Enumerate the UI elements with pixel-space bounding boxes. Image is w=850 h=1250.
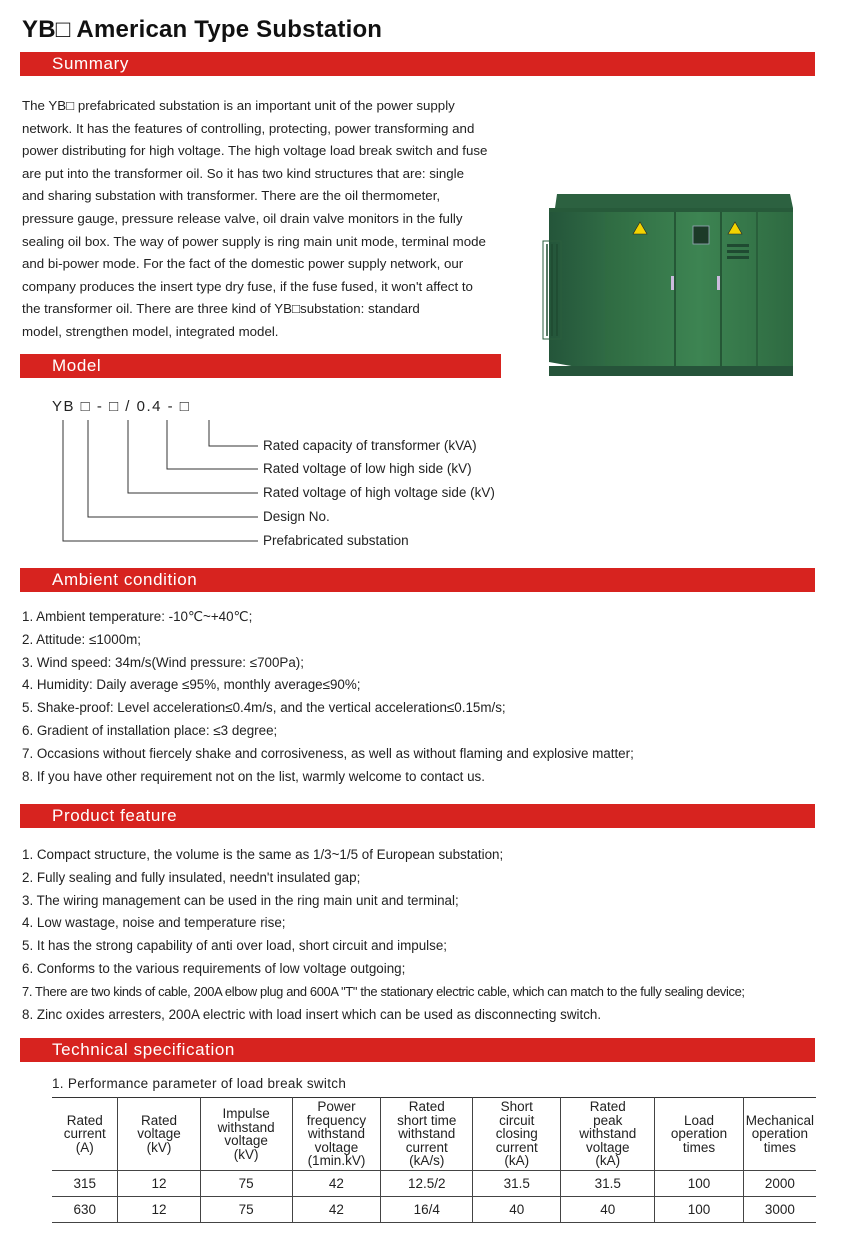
table-cell: 42: [292, 1171, 380, 1197]
list-item: 2. Attitude: ≤1000m;: [22, 631, 142, 647]
summary-line: and sharing substation with transformer. There are the oil thermometer,: [22, 188, 441, 204]
summary-line: power distributing for high voltage. The high voltage load break switch and fuse: [22, 143, 488, 159]
column-header-text: Rated short time withstand current (kA/s): [397, 1099, 457, 1169]
column-header-text: Power frequency withstand voltage (1min.kV): [306, 1099, 367, 1169]
list-item: 7. There are two kinds of cable, 200A elbow plug and 600A "T" the stationary electric cable, which can match to the fully sealing device;: [22, 983, 745, 999]
summary-line: are put into the transformer oil. So it has two kind structures that are: single: [22, 165, 464, 181]
model-code: YB □ - □ / 0.4 - □: [52, 398, 191, 415]
column-header: [292, 1098, 380, 1171]
table-cell: 12.5/2: [381, 1171, 473, 1197]
column-header-text: Rated peak withstand voltage (kA): [579, 1099, 637, 1169]
list-item: 8. Zinc oxides arresters, 200A electric with load insert which can be used as disconnecting switch.: [22, 1006, 602, 1022]
summary-line: pressure gauge, pressure release valve, oil drain valve monitors in the fully: [22, 210, 463, 226]
list-item: 4. Humidity: Daily average ≤95%, monthly average≤90%;: [22, 677, 361, 693]
list-item: 5. Shake-proof: Level acceleration≤0.4m/s, and the vertical acceleration≤0.15m/s;: [22, 700, 506, 716]
table-cell: 16/4: [381, 1197, 473, 1223]
summary-line: and bi-power mode. For the fact of the domestic power supply network, our: [22, 256, 464, 272]
table-cell: 42: [292, 1197, 380, 1223]
column-header: [118, 1098, 200, 1171]
section-title: Summary: [52, 54, 129, 73]
table-cell: 100: [655, 1197, 743, 1223]
table-cell: 40: [561, 1197, 655, 1223]
table-cell: 12: [118, 1171, 200, 1197]
section-title: Product feature: [52, 806, 178, 825]
summary-line: company produces the insert type dry fuse, if the fuse fused, it won't affect to: [22, 278, 473, 294]
table-cell: 31.5: [473, 1171, 561, 1197]
table-cell: 31.5: [561, 1171, 655, 1197]
table-cell: 100: [655, 1171, 743, 1197]
list-item: 1. Ambient temperature: -10℃~+40℃;: [22, 609, 253, 624]
column-header-text: Load operation times: [670, 1112, 728, 1155]
model-label-high-voltage: Rated voltage of high voltage side (kV): [263, 485, 495, 500]
section-title: Ambient condition: [52, 570, 198, 589]
model-connector-lines: [0, 0, 850, 560]
column-header: [381, 1098, 473, 1171]
column-header: [655, 1098, 743, 1171]
list-item: 4. Low wastage, noise and temperature rise;: [22, 915, 286, 931]
table-cell: 12: [118, 1197, 200, 1223]
column-header: [561, 1098, 655, 1171]
model-label-prefabricated: Prefabricated substation: [263, 533, 409, 548]
section-bar-technical: [20, 1038, 815, 1062]
summary-line: model, strengthen model, integrated model.: [22, 323, 279, 339]
column-header: [473, 1098, 561, 1171]
table-header-row: [52, 1098, 816, 1171]
column-header-text: Mechanical operation times: [745, 1112, 814, 1155]
model-label-capacity: Rated capacity of transformer (kVA): [263, 438, 477, 453]
list-item: 6. Conforms to the various requirements of low voltage outgoing;: [22, 960, 406, 976]
column-header: [200, 1098, 292, 1171]
column-header-text: Short circuit closing current (kA): [495, 1099, 538, 1169]
model-label-low-voltage: Rated voltage of low high side (kV): [263, 461, 472, 476]
section-title: Model: [52, 356, 102, 375]
list-item: 3. The wiring management can be used in the ring main unit and terminal;: [22, 892, 459, 908]
section-bar-ambient: [20, 568, 815, 592]
column-header-text: Impulse withstand voltage (kV): [217, 1106, 275, 1162]
summary-line: network. It has the features of controlling, protecting, power transforming and: [22, 120, 475, 136]
feature-list: [22, 844, 745, 1026]
spec-subtitle: 1. Performance parameter of load break switch: [52, 1076, 347, 1091]
table-cell: 3000: [743, 1197, 816, 1223]
column-header: [743, 1098, 816, 1171]
summary-line: the transformer oil. There are three kind of YB□substation: standard: [22, 301, 420, 317]
ambient-list: [22, 606, 634, 788]
table-cell: 315: [52, 1171, 118, 1197]
table-row: [52, 1197, 816, 1223]
list-item: 6. Gradient of installation place: ≤3 degree;: [22, 722, 278, 738]
list-item: 2. Fully sealing and fully insulated, needn't insulated gap;: [22, 869, 361, 885]
table-cell: 40: [473, 1197, 561, 1223]
table-row: [52, 1171, 816, 1197]
list-item: 1. Compact structure, the volume is the same as 1/3~1/5 of European substation;: [22, 847, 504, 862]
section-title: Technical specification: [52, 1040, 235, 1059]
list-item: 7. Occasions without fiercely shake and corrosiveness, as well as without flaming and explosive matter;: [22, 745, 634, 761]
column-header-text: Rated voltage (kV): [137, 1112, 181, 1155]
table-cell: 2000: [743, 1171, 816, 1197]
table-cell: 75: [200, 1171, 292, 1197]
list-item: 8. If you have other requirement not on the list, warmly welcome to contact us.: [22, 768, 485, 784]
spec-table: [52, 1097, 816, 1223]
section-bar-feature: [20, 804, 815, 828]
table-cell: 75: [200, 1197, 292, 1223]
summary-line: The YB□ prefabricated substation is an important unit of the power supply: [22, 98, 455, 113]
list-item: 5. It has the strong capability of anti over load, short circuit and impulse;: [22, 938, 448, 954]
model-label-design-no: Design No.: [263, 509, 330, 524]
table-cell: 630: [52, 1197, 118, 1223]
page-title: YB□ American Type Substation: [22, 16, 383, 43]
column-header: [52, 1098, 118, 1171]
column-header-text: Rated current (A): [63, 1112, 106, 1155]
list-item: 3. Wind speed: 34m/s(Wind pressure: ≤700Pa);: [22, 654, 304, 670]
summary-line: sealing oil box. The way of power supply is ring main unit mode, terminal mode: [22, 233, 486, 249]
